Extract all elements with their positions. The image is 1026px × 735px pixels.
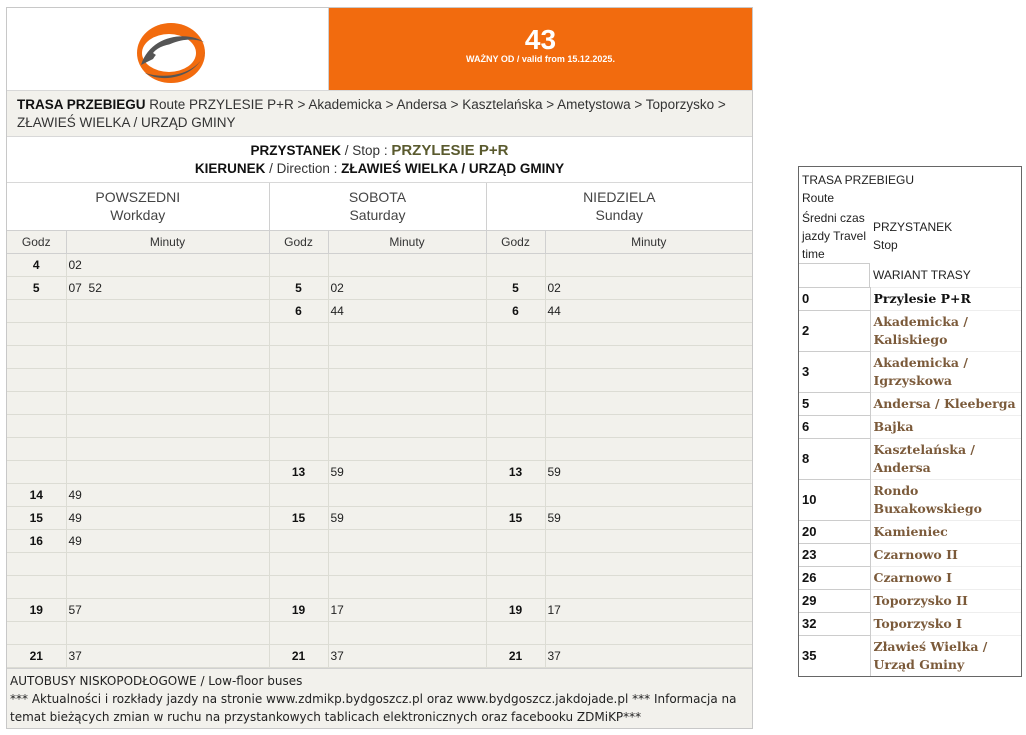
hour-cell: 14	[7, 483, 66, 506]
table-row	[7, 276, 752, 299]
minutes-cell	[545, 552, 752, 575]
logo	[7, 8, 329, 90]
hour-cell: 15	[7, 506, 66, 529]
table-row	[7, 368, 752, 391]
col-minutes: Minuty	[545, 230, 752, 253]
hour-cell	[486, 529, 545, 552]
hour-cell: 19	[7, 598, 66, 621]
minutes-cell: 37	[328, 644, 486, 667]
table-row	[7, 506, 752, 529]
minutes-cell	[66, 345, 269, 368]
table-row	[7, 460, 752, 483]
hour-cell	[269, 345, 328, 368]
hour-cell	[486, 368, 545, 391]
minutes-cell: 44	[328, 299, 486, 322]
stop-link[interactable]: Toporzysko I	[870, 613, 1021, 636]
footer	[7, 668, 752, 728]
hour-cell	[269, 575, 328, 598]
minutes-cell	[328, 483, 486, 506]
minutes-cell	[328, 345, 486, 368]
hour-cell	[486, 621, 545, 644]
minutes-cell: 37	[545, 644, 752, 667]
hour-cell	[486, 483, 545, 506]
minutes-cell	[66, 552, 269, 575]
table-row	[7, 253, 752, 276]
day-sunday: NIEDZIELA Sunday	[486, 183, 752, 230]
minutes-cell: 49	[66, 529, 269, 552]
list-item	[799, 613, 1021, 636]
minutes-cell	[545, 437, 752, 460]
travel-time: 5	[799, 393, 870, 416]
route-variant-panel	[798, 166, 1022, 677]
minutes-cell	[328, 575, 486, 598]
table-row	[7, 483, 752, 506]
hour-cell: 19	[269, 598, 328, 621]
table-row	[7, 575, 752, 598]
list-item	[799, 544, 1021, 567]
list-item	[799, 288, 1021, 311]
travel-time: 35	[799, 636, 870, 677]
stop-link[interactable]: Akademicka / Kaliskiego	[870, 311, 1021, 352]
lowfloor-note: AUTOBUSY NISKOPODŁOGOWE / Low-floor buses	[10, 673, 303, 688]
hour-cell	[7, 437, 66, 460]
list-item	[799, 567, 1021, 590]
departures-table	[7, 183, 752, 668]
route-text: Route PRZYLESIE P+R > Akademicka > Andersa > Kasztelańska > Ametystowa > Toporzysko > ZŁAWIEŚ WIELKA / URZĄD GMINY	[17, 97, 726, 130]
minutes-cell	[66, 368, 269, 391]
col-minutes: Minuty	[66, 230, 269, 253]
table-row	[7, 299, 752, 322]
hour-cell: 13	[486, 460, 545, 483]
hour-cell	[486, 253, 545, 276]
valid-from: WAŻNY OD / valid from 15.12.2025.	[466, 54, 615, 64]
hour-cell	[7, 368, 66, 391]
line-number: 43	[524, 24, 557, 55]
side-stops-table	[799, 287, 1021, 676]
table-row	[7, 644, 752, 667]
stop-link[interactable]: Bajka	[870, 416, 1021, 439]
minutes-cell: 49	[66, 483, 269, 506]
side-variant-label: WARIANT TRASY	[873, 268, 971, 282]
list-item	[799, 521, 1021, 544]
hour-cell	[269, 529, 328, 552]
hour-cell	[269, 391, 328, 414]
minutes-cell: 17	[545, 598, 752, 621]
minutes-cell: 59	[328, 460, 486, 483]
list-item	[799, 480, 1021, 521]
hour-cell: 21	[269, 644, 328, 667]
stop-link[interactable]: Toporzysko II	[870, 590, 1021, 613]
stop-label-en: / Stop :	[341, 143, 392, 158]
table-row	[7, 391, 752, 414]
hour-cell	[269, 552, 328, 575]
route-label: TRASA PRZEBIEGU	[17, 97, 146, 112]
hour-cell	[486, 437, 545, 460]
hour-cell: 6	[269, 299, 328, 322]
stop-link: Przylesie P+R	[870, 288, 1021, 311]
travel-time: 6	[799, 416, 870, 439]
col-hour: Godz	[7, 230, 66, 253]
stop-link[interactable]: Kamieniec	[870, 521, 1021, 544]
hour-cell	[7, 345, 66, 368]
minutes-cell	[328, 253, 486, 276]
list-item	[799, 636, 1021, 677]
stop-link[interactable]: Czarnowo I	[870, 567, 1021, 590]
list-item	[799, 590, 1021, 613]
timetable-header	[7, 8, 752, 91]
direction-name: ZŁAWIEŚ WIELKA / URZĄD GMINY	[341, 161, 565, 176]
route-description	[7, 91, 752, 137]
travel-time: 29	[799, 590, 870, 613]
table-row	[7, 414, 752, 437]
stop-name: PRZYLESIE P+R	[391, 142, 509, 159]
col-minutes: Minuty	[328, 230, 486, 253]
minutes-cell: 02	[328, 276, 486, 299]
side-stop-label: PRZYSTANEK Stop	[873, 220, 953, 252]
minutes-cell: 57	[66, 598, 269, 621]
hour-cell: 5	[486, 276, 545, 299]
hour-cell	[269, 253, 328, 276]
table-row	[7, 621, 752, 644]
minutes-cell: 59	[545, 506, 752, 529]
minutes-cell	[66, 322, 269, 345]
travel-time: 2	[799, 311, 870, 352]
hour-cell: 19	[486, 598, 545, 621]
travel-time: 10	[799, 480, 870, 521]
timetable	[6, 7, 753, 729]
table-row	[7, 598, 752, 621]
info-note: *** Aktualności i rozkłady jazdy na stronie www.zdmikp.bydgoszcz.pl oraz www.bydgoszcz.jakdojade.pl *** Informacja na temat bieżących zmian w ruchu na przystankowych tablicach elektronicznych oraz facebooku ZDMiKP***	[10, 691, 737, 724]
hour-cell	[486, 414, 545, 437]
minutes-cell	[545, 345, 752, 368]
list-item	[799, 416, 1021, 439]
stop-info	[7, 137, 752, 183]
line-banner	[329, 8, 752, 90]
travel-time: 3	[799, 352, 870, 393]
hour-cell	[7, 621, 66, 644]
minutes-cell	[328, 391, 486, 414]
minutes-cell	[545, 621, 752, 644]
travel-time: 23	[799, 544, 870, 567]
stop-link[interactable]: Andersa / Kleeberga	[870, 393, 1021, 416]
travel-time: 0	[799, 288, 870, 311]
hour-cell: 4	[7, 253, 66, 276]
minutes-cell	[66, 460, 269, 483]
hour-cell	[269, 437, 328, 460]
hour-cell	[7, 322, 66, 345]
hour-cell: 16	[7, 529, 66, 552]
list-item	[799, 352, 1021, 393]
minutes-cell	[545, 368, 752, 391]
minutes-cell	[545, 483, 752, 506]
minutes-cell: 59	[545, 460, 752, 483]
list-item	[799, 311, 1021, 352]
minutes-cell: 02	[545, 276, 752, 299]
minutes-cell: 49	[66, 506, 269, 529]
hour-cell	[486, 575, 545, 598]
minutes-cell	[328, 552, 486, 575]
travel-time: 20	[799, 521, 870, 544]
list-item	[799, 393, 1021, 416]
minutes-cell: 37	[66, 644, 269, 667]
hour-cell: 21	[486, 644, 545, 667]
hour-cell	[269, 322, 328, 345]
minutes-cell	[545, 391, 752, 414]
minutes-cell	[328, 621, 486, 644]
stop-link[interactable]: Rondo Buxakowskiego	[870, 480, 1021, 521]
hour-cell	[7, 391, 66, 414]
minutes-cell	[545, 322, 752, 345]
minutes-cell: 07 52	[66, 276, 269, 299]
side-travel-label: Średni czas jazdy Travel time	[802, 211, 867, 261]
table-row	[7, 345, 752, 368]
hour-cell: 15	[486, 506, 545, 529]
minutes-cell	[66, 621, 269, 644]
minutes-cell	[328, 414, 486, 437]
hour-cell: 5	[269, 276, 328, 299]
hour-cell	[486, 322, 545, 345]
hour-cell	[269, 414, 328, 437]
stop-link[interactable]: Kasztelańska / Andersa	[870, 439, 1021, 480]
hour-cell	[7, 299, 66, 322]
direction-label: KIERUNEK	[194, 161, 266, 176]
minutes-cell: 17	[328, 598, 486, 621]
minutes-cell	[328, 529, 486, 552]
minutes-cell: 59	[328, 506, 486, 529]
minutes-cell	[66, 575, 269, 598]
travel-time: 8	[799, 439, 870, 480]
day-workday: POWSZEDNI Workday	[7, 183, 269, 230]
minutes-cell	[545, 529, 752, 552]
stop-link[interactable]: Zławieś Wielka / Urząd Gminy	[870, 636, 1021, 677]
hour-cell	[269, 621, 328, 644]
table-row	[7, 529, 752, 552]
hour-cell	[269, 483, 328, 506]
minutes-cell	[545, 414, 752, 437]
minutes-cell	[328, 368, 486, 391]
minutes-cell	[66, 299, 269, 322]
minutes-cell: 44	[545, 299, 752, 322]
hour-cell: 6	[486, 299, 545, 322]
minutes-cell	[545, 575, 752, 598]
hour-cell	[486, 345, 545, 368]
table-row	[7, 552, 752, 575]
zdmikp-logo-icon	[131, 13, 211, 85]
col-hour: Godz	[486, 230, 545, 253]
hour-cell	[7, 575, 66, 598]
hour-cell	[7, 414, 66, 437]
table-row	[7, 322, 752, 345]
minutes-cell	[545, 253, 752, 276]
direction-label-en: / Direction :	[265, 161, 342, 176]
col-hour: Godz	[269, 230, 328, 253]
hour-cell	[7, 552, 66, 575]
hour-cell: 21	[7, 644, 66, 667]
table-row	[7, 437, 752, 460]
hour-cell: 5	[7, 276, 66, 299]
hour-cell	[486, 391, 545, 414]
hour-cell	[7, 460, 66, 483]
minutes-cell	[66, 414, 269, 437]
hour-cell	[269, 368, 328, 391]
hour-cell	[486, 552, 545, 575]
travel-time: 26	[799, 567, 870, 590]
stop-link[interactable]: Czarnowo II	[870, 544, 1021, 567]
stop-link[interactable]: Akademicka / Igrzyskowa	[870, 352, 1021, 393]
minutes-cell: 02	[66, 253, 269, 276]
minutes-cell	[328, 322, 486, 345]
hour-cell: 13	[269, 460, 328, 483]
side-route-label: TRASA PRZEBIEGU Route	[802, 173, 915, 205]
list-item	[799, 439, 1021, 480]
stop-label: PRZYSTANEK	[250, 143, 342, 158]
hour-cell: 15	[269, 506, 328, 529]
day-saturday: SOBOTA Saturday	[269, 183, 486, 230]
travel-time: 32	[799, 613, 870, 636]
minutes-cell	[328, 437, 486, 460]
minutes-cell	[66, 437, 269, 460]
minutes-cell	[66, 391, 269, 414]
